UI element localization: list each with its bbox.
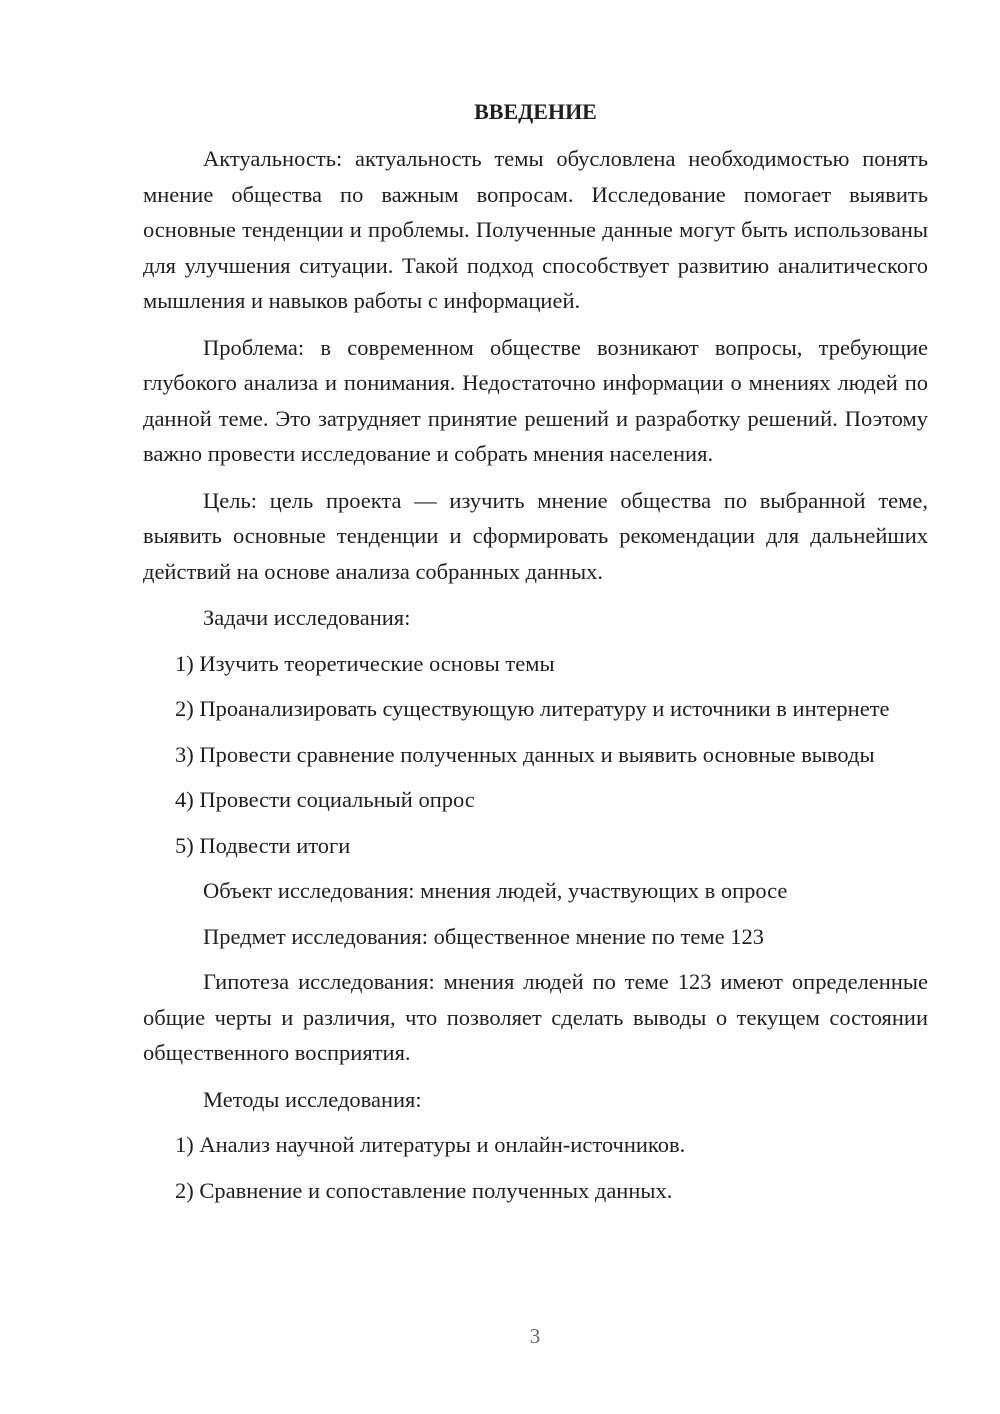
methods-heading: Методы исследования: [203,1086,422,1112]
tasks-heading: Задачи исследования: [203,605,411,630]
goal-paragraph: Цель: цель проекта — изучить мнение общества по выбранной теме, выявить основные тенденции и сформировать рекомендации для дальнейших действий на основе анализа собранных данных. [143,487,928,584]
hypothesis-paragraph: Гипотеза исследования: мнения людей по теме 123 имеют определенные общие черты и различия, что позволяет сделать выводы о текущем состоянии общественного восприятия. [143,969,928,1065]
page-number: 3 [529,1324,541,1348]
method-item-2: 2) Сравнение и сопоставление полученных данных. [175,1177,673,1203]
page-content [143,94,928,1218]
task-item-3: 3) Провести сравнение полученных данных и выявить основные выводы [175,741,875,767]
object-line: Объект исследования: мнения людей, участвующих в опросе [203,878,788,903]
problem-paragraph: Проблема: в современном обществе возникают вопросы, требующие глубокого анализа и понимания. Недостаточно информации о мнениях людей по данной теме. Это затрудняет принятие решений и разработку решений. Поэтому важно провести исследование и собрать мнения населения. [143,334,928,466]
subject-line: Предмет исследования: общественное мнение по теме 123 [203,923,764,949]
method-item-1: 1) Анализ научной литературы и онлайн-источников. [175,1132,686,1157]
task-item-5: 5) Подвести итоги [175,832,351,858]
section-title: ВВЕДЕНИЕ [474,99,597,124]
task-item-4: 4) Провести социальный опрос [175,787,475,812]
task-item-2: 2) Проанализировать существующую литературу и источники в интернете [175,696,890,721]
relevance-paragraph: Актуальность: актуальность темы обусловлена необходимостью понять мнение общества по важным вопросам. Исследование помогает выявить основные тенденции и проблемы. Полученные данные могут быть использованы для улучшения ситуации. Такой подход способствует развитию аналитического мышления и навыков работы с информацией. [143,146,928,313]
task-item-1: 1) Изучить теоретические основы темы [175,650,555,676]
